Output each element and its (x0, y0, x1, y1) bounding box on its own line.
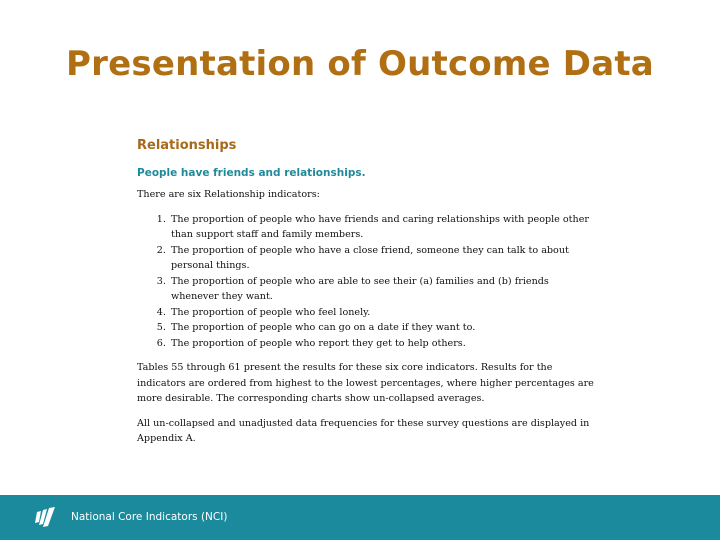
section-heading: Relationships (137, 138, 237, 153)
list-item: 5. The proportion of people who can go on a date if they want to. (169, 320, 597, 336)
footer-bar (0, 495, 720, 540)
slide-title: Presentation of Outcome Data (66, 44, 654, 84)
list-item: 4. The proportion of people who feel lonely. (169, 305, 597, 321)
list-item: 1. The proportion of people who have friends and caring relationships with people other than support staff and family members. (169, 212, 597, 243)
appendix-paragraph: All un-collapsed and unadjusted data frequencies for these survey questions are displayed in Appendix A. (137, 417, 590, 444)
nci-logo-icon (34, 507, 56, 531)
footer-text: National Core Indicators (NCI) (71, 511, 228, 523)
results-paragraph: Tables 55 through 61 present the results for these six core indicators. Results for the indicators are ordered from highest to the lowest percentages, where higher percentages are more desirable. The corresponding charts show un-collapsed averages. (137, 362, 594, 404)
list-item: 6. The proportion of people who report they get to help others. (169, 336, 597, 352)
section-subheading: People have friends and relationships. (137, 166, 366, 179)
indicator-list (137, 212, 597, 352)
list-item: 2. The proportion of people who have a close friend, someone they can talk to about personal things. (169, 243, 597, 274)
document-excerpt (137, 138, 597, 456)
list-item: 3. The proportion of people who are able to see their (a) families and (b) friends whenever they want. (169, 274, 597, 305)
intro-text: There are six Relationship indicators: (137, 189, 320, 200)
